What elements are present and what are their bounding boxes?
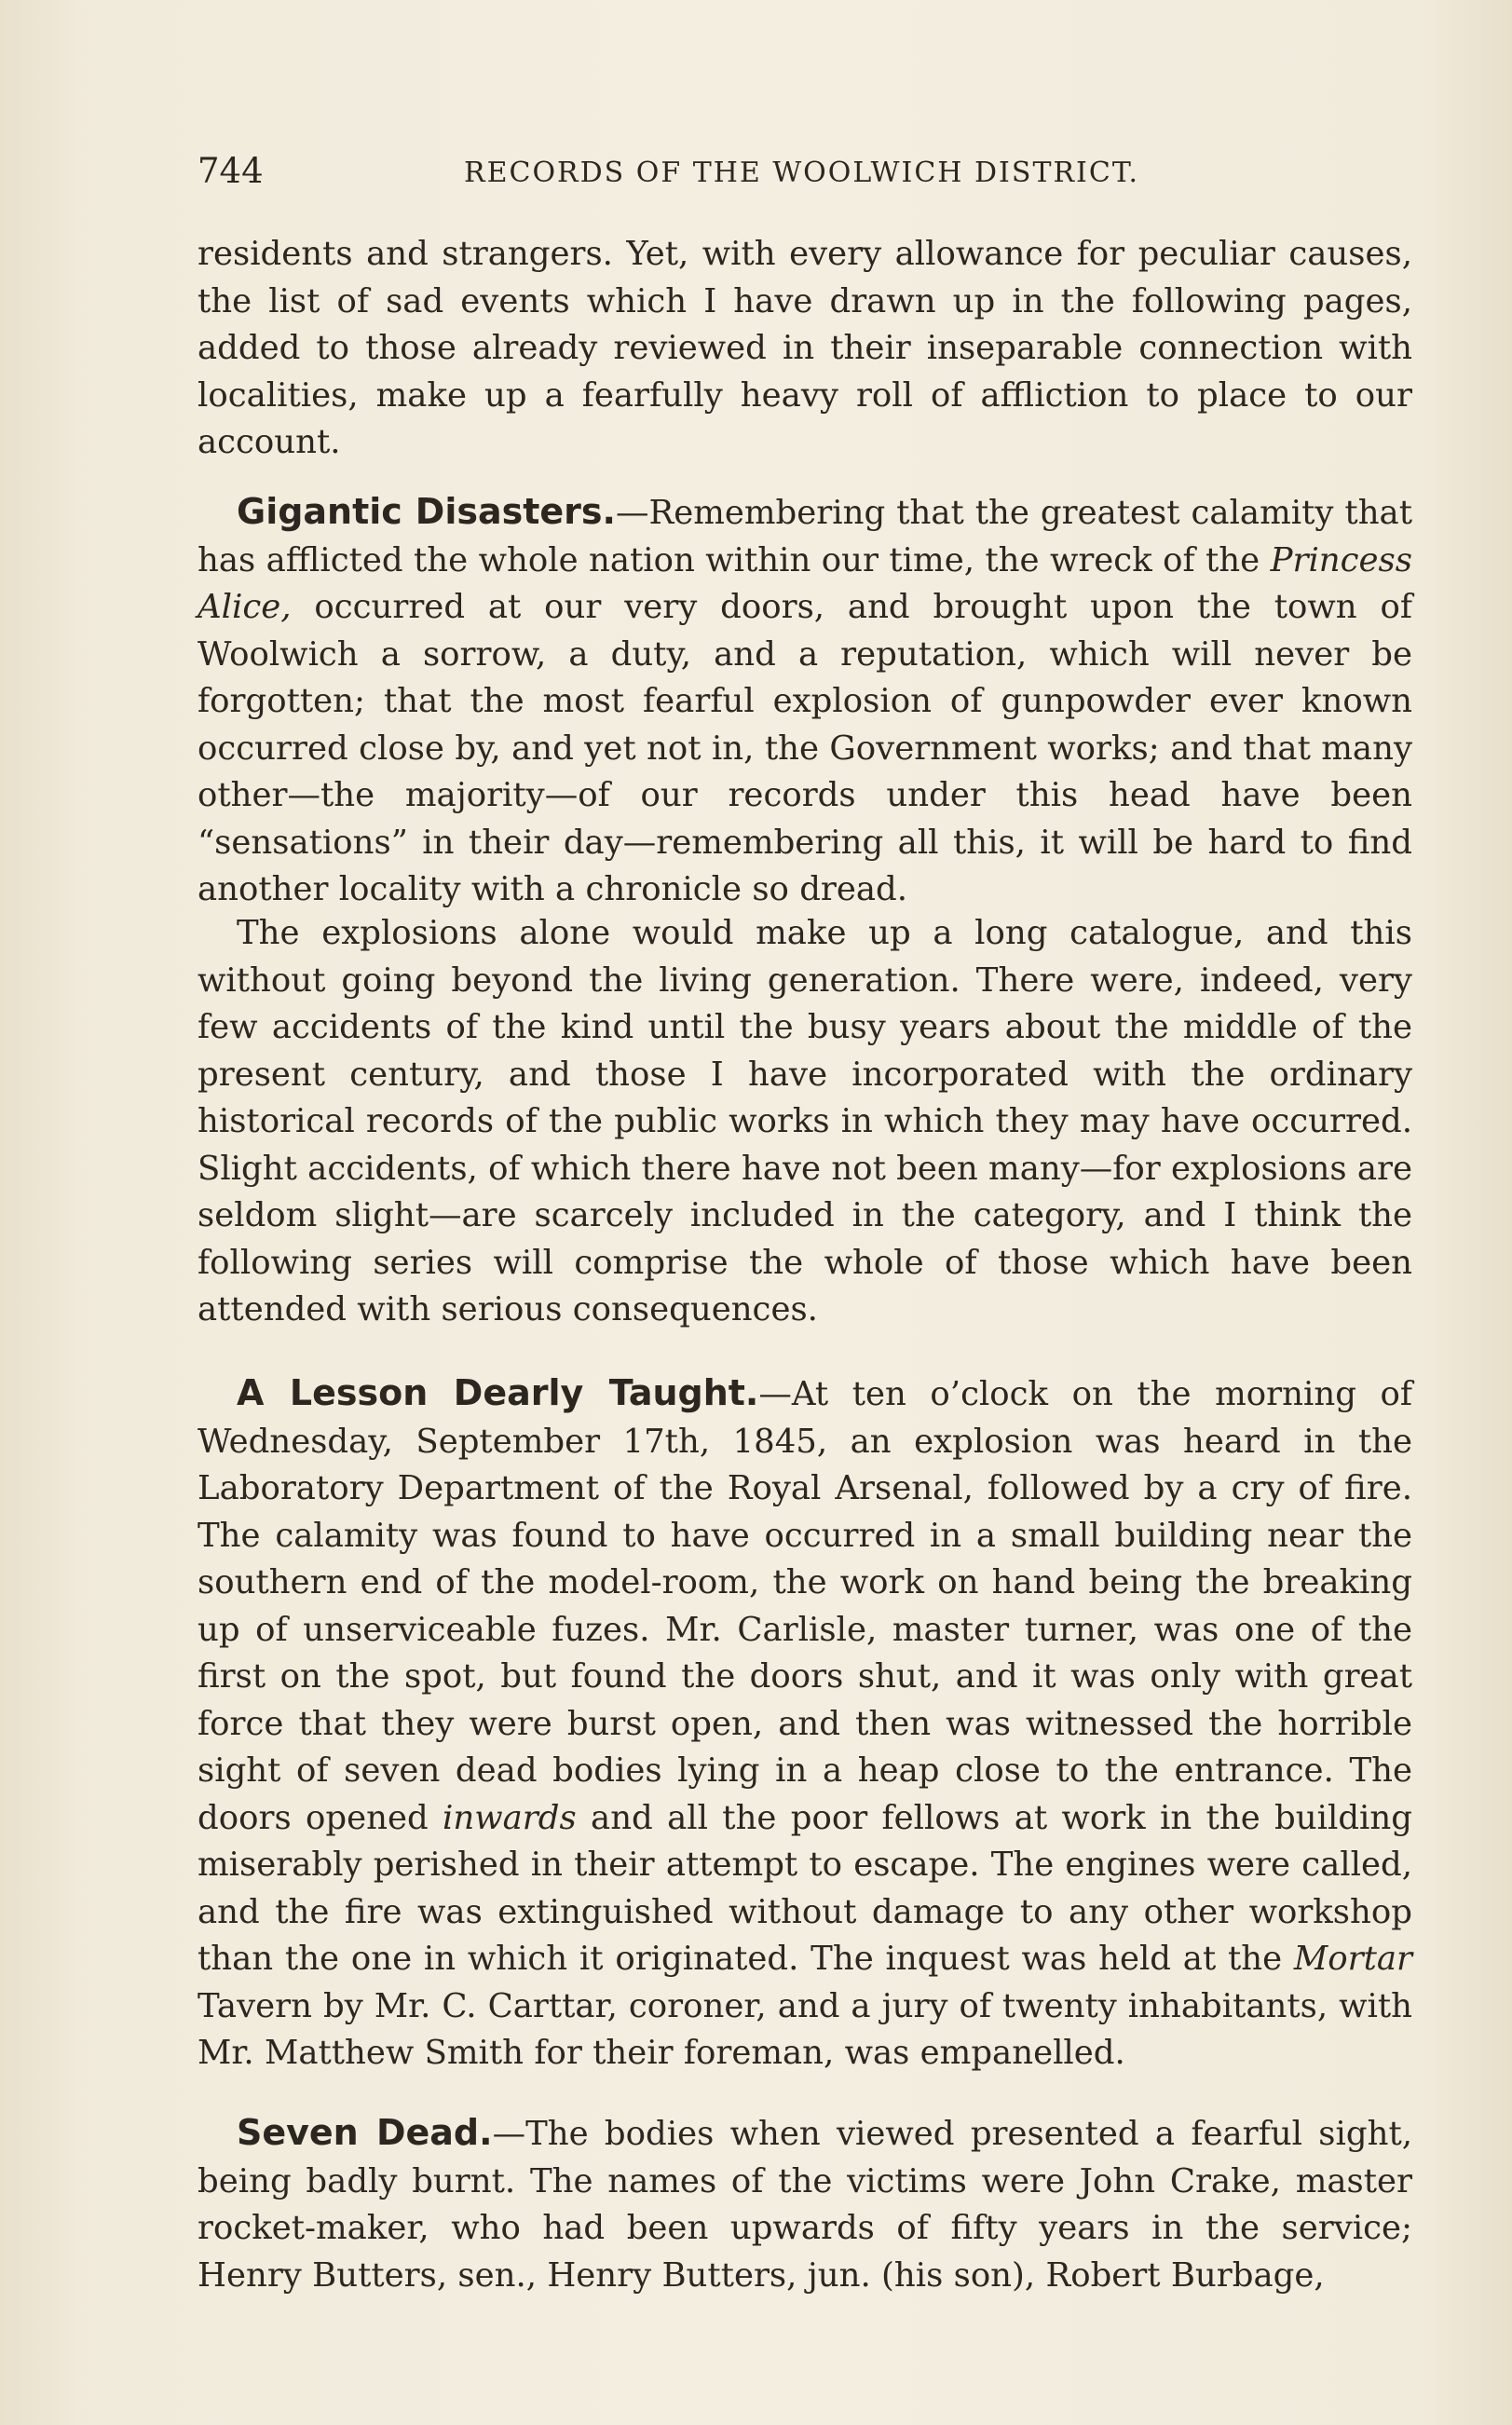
paragraph-explosions (198, 910, 1412, 1334)
page-number: 744 (198, 151, 264, 191)
paragraph-run: occurred at our very doors, and brought upon the town of Woolwich a sorrow, a duty, and a reputation, which will never be forgotten; that the most fearful explosion of gunpowder ever known occurred close by, and yet not in, the Government works; and that many other—the majority—of our records under this head have been “sensations” in their day—remembering all this, it will be hard to find another locality with a chronicle so dread. (198, 588, 1412, 908)
paragraph-text: residents and strangers. Yet, with every allowance for peculiar causes, the list of sad events which I have drawn up in the following pages, added to those already reviewed in their inseparable connection with localities, make up a fearfully heavy roll of affliction to place to our account. (198, 235, 1412, 461)
section-heading: Seven Dead. (237, 2112, 493, 2153)
section-heading: Gigantic Disasters. (237, 491, 616, 532)
paragraph-lesson-dearly-taught (198, 1369, 1412, 2078)
italic-word: inwards (443, 1798, 577, 1837)
paragraph-seven-dead (198, 2109, 1412, 2299)
paragraph-continuation (198, 231, 1412, 467)
paragraph-text (198, 488, 1412, 914)
paragraph-text: The explosions alone would make up a long catalogue, and this without going beyond the living generation. There were, indeed, very few accidents of the kind until the busy years about the middle of the present century, and those I have incorporated with the ordinary historical records of the public works in which they may have occurred. Slight accidents, of which there have not been many—for explosions are seldom slight—are scarcely included in the category, and I think the following series will comprise the whole of those which have been attended with serious consequences. (198, 914, 1412, 1328)
running-title: RECORDS OF THE WOOLWICH DISTRICT. (464, 157, 1139, 189)
paragraph-run: —The bodies when viewed presented a fearful sight, being badly burnt. The names of the victims were John Crake, master rocket-maker, who had been upwards of fifty years in the service; Henry Butters, sen., Henry Butters, jun. (his son), Robert Burbage, (198, 2115, 1412, 2295)
paragraph-text (198, 2109, 1412, 2299)
paragraph-text (198, 1369, 1412, 2078)
paragraph-run: Tavern by Mr. C. Carttar, coroner, and a jury of twenty inhabitants, with Mr. Matthew Smith for their foreman, was empanelled. (198, 1986, 1412, 2072)
tavern-name: Mortar (1293, 1940, 1412, 1978)
paragraph-run: —Remembering that the greatest calamity that has afflicted the whole nation within our time, the wreck of the (198, 494, 1412, 579)
page-header (198, 151, 1412, 198)
paragraph-run: and all the poor fellows at work in the building miserably perished in their attempt to escape. The engines were called, and the fire was extinguished without damage to any other workshop than the one in which it originated. The inquest was held at the (198, 1798, 1412, 1978)
paragraph-run: —At ten o’clock on the morning of Wednesday, September 17th, 1845, an explosion was heard in the Laboratory Department of the Royal Arsenal, followed by a cry of fire. The calamity was found to have occurred in a small building near the southern end of the model-room, the work on hand being the breaking up of unserviceable fuzes. Mr. Carlisle, master turner, was one of the first on the spot, but found the doors shut, and it was only with great force that they were burst open, and then was witnessed the horrible sight of seven dead bodies lying in a heap close to the entrance. The doors opened (198, 1375, 1413, 1837)
ship-name: Princess Alice, (198, 540, 1412, 626)
paragraph-gigantic-disasters (198, 488, 1412, 914)
section-heading: A Lesson Dearly Taught. (237, 1372, 759, 1413)
